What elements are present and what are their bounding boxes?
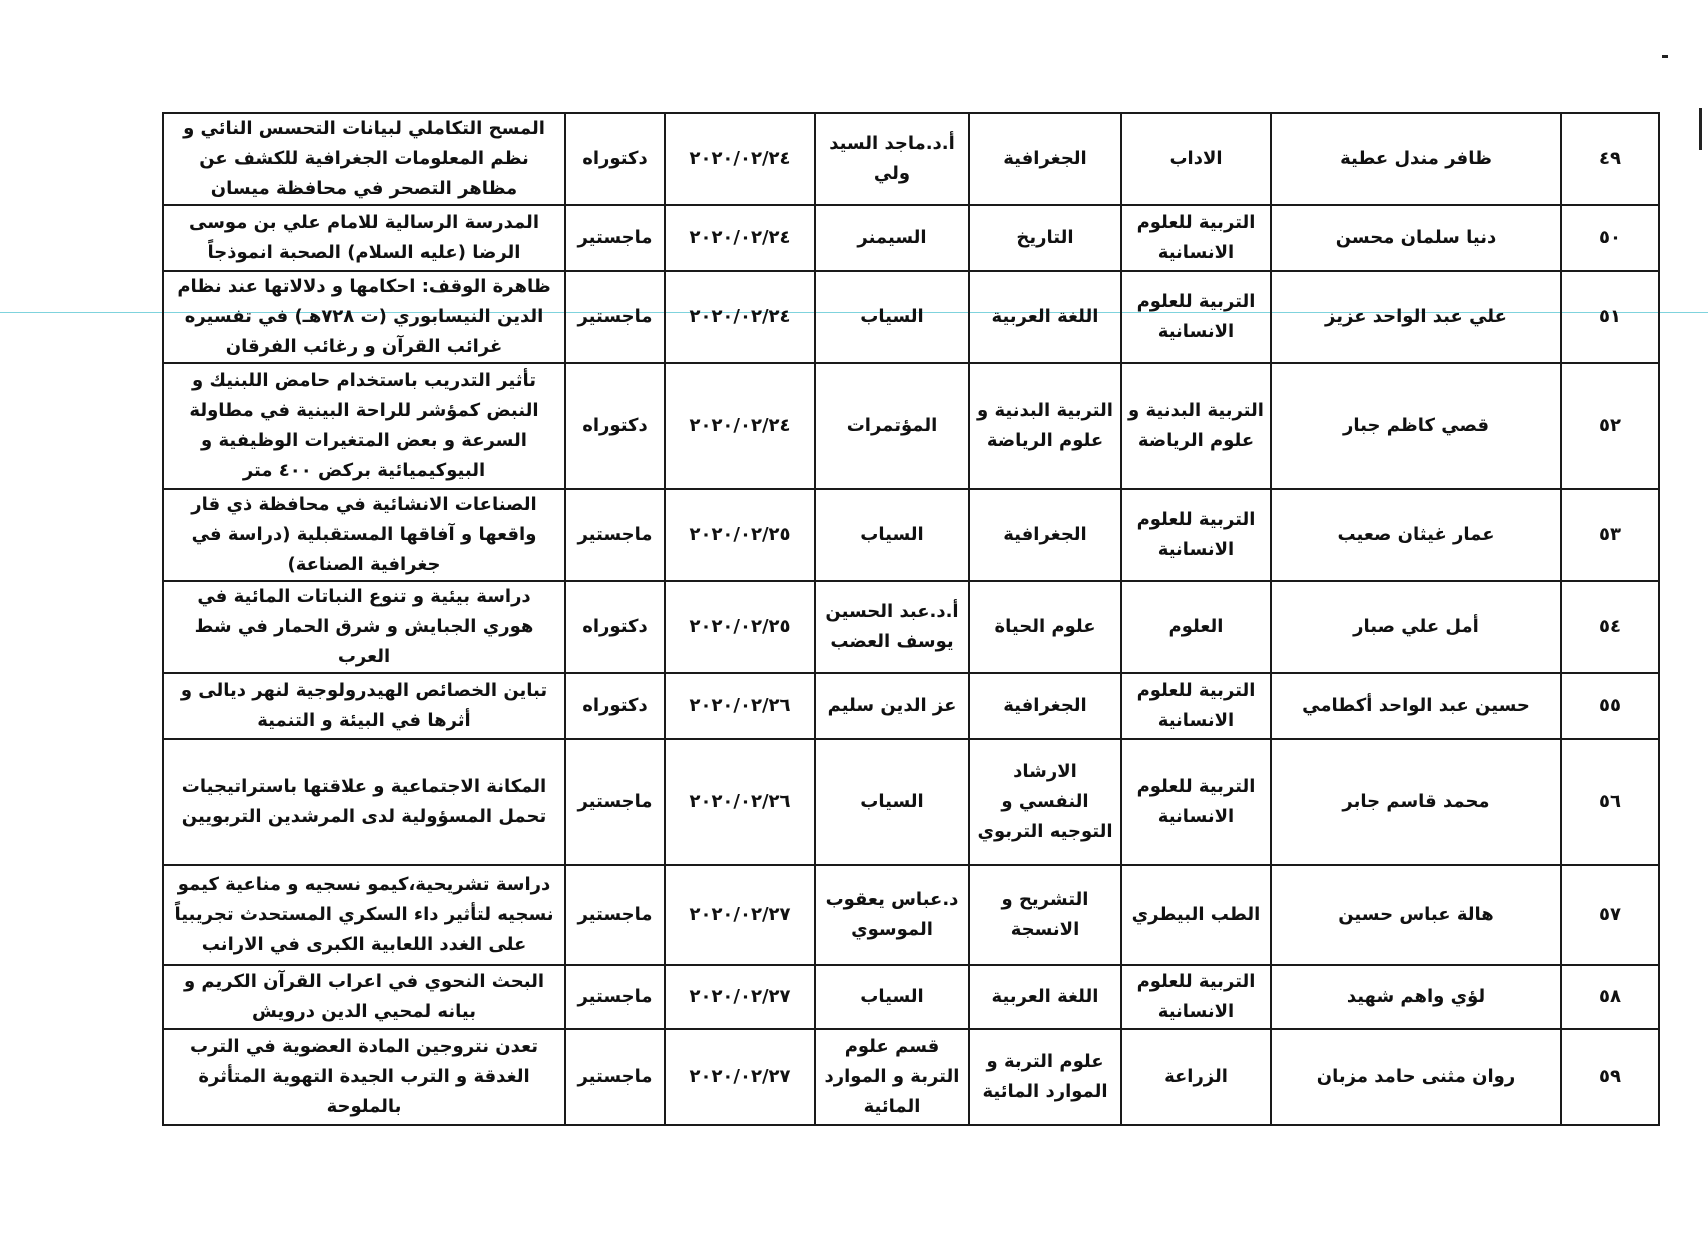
department-cell: الجغرافية <box>969 673 1121 739</box>
college-cell: الطب البيطري <box>1121 865 1271 965</box>
records-table <box>162 112 1660 1126</box>
row-number-cell: ٥٣ <box>1561 489 1659 581</box>
thesis-title-cell: تأثير التدريب باستخدام حامض اللبنيك و النبض كمؤشر للراحة البينية في مطاولة السرعة و بعض المتغيرات الوظيفية و البيوكيميائية بركض ٤٠٠ متر <box>163 363 565 489</box>
scan-speck <box>1662 55 1668 58</box>
student-name-cell: هالة عباس حسين <box>1271 865 1561 965</box>
student-name-cell: حسين عبد الواحد أكطامي <box>1271 673 1561 739</box>
table-row <box>163 271 1659 363</box>
discussion-venue-cell: السياب <box>815 271 969 363</box>
student-name-cell: علي عبد الواحد عزيز <box>1271 271 1561 363</box>
thesis-title-cell: البحث النحوي في اعراب القرآن الكريم و بيانه لمحيي الدين درويش <box>163 965 565 1029</box>
discussion-date-cell: ٢٠٢٠/٠٢/٢٥ <box>665 581 815 673</box>
degree-cell: ماجستير <box>565 965 665 1029</box>
degree-cell: دكتوراه <box>565 673 665 739</box>
degree-cell: ماجستير <box>565 205 665 271</box>
department-cell: التشريح و الانسجة <box>969 865 1121 965</box>
department-cell: اللغة العربية <box>969 965 1121 1029</box>
table-row <box>163 965 1659 1029</box>
discussion-venue-cell: د.عباس يعقوب الموسوي <box>815 865 969 965</box>
discussion-date-cell: ٢٠٢٠/٠٢/٢٧ <box>665 865 815 965</box>
student-name-cell: دنيا سلمان محسن <box>1271 205 1561 271</box>
discussion-date-cell: ٢٠٢٠/٠٢/٢٦ <box>665 673 815 739</box>
table-row <box>163 1029 1659 1125</box>
table-row <box>163 673 1659 739</box>
row-number-cell: ٥٥ <box>1561 673 1659 739</box>
discussion-venue-cell: عز الدين سليم <box>815 673 969 739</box>
discussion-venue-cell: المؤتمرات <box>815 363 969 489</box>
college-cell: التربية البدنية و علوم الرياضة <box>1121 363 1271 489</box>
row-number-cell: ٥٠ <box>1561 205 1659 271</box>
college-cell: الاداب <box>1121 113 1271 205</box>
thesis-title-cell: ظاهرة الوقف: احكامها و دلالاتها عند نظام الدين النيسابوري (ت ٧٢٨هـ) في تفسيره غرائب القرآن و رغائب الفرقان <box>163 271 565 363</box>
college-cell: العلوم <box>1121 581 1271 673</box>
row-number-cell: ٥٨ <box>1561 965 1659 1029</box>
student-name-cell: أمل علي صبار <box>1271 581 1561 673</box>
degree-cell: ماجستير <box>565 1029 665 1125</box>
college-cell: التربية للعلوم الانسانية <box>1121 205 1271 271</box>
discussion-venue-cell: أ.د.عبد الحسين يوسف العضب <box>815 581 969 673</box>
thesis-title-cell: الصناعات الانشائية في محافظة ذي قار واقعها و آفاقها المستقبلية (دراسة في جغرافية الصناعة) <box>163 489 565 581</box>
table-row <box>163 363 1659 489</box>
student-name-cell: محمد قاسم جابر <box>1271 739 1561 865</box>
thesis-title-cell: المكانة الاجتماعية و علاقتها باستراتيجيات تحمل المسؤولية لدى المرشدين التربويين <box>163 739 565 865</box>
row-number-cell: ٥١ <box>1561 271 1659 363</box>
college-cell: الزراعة <box>1121 1029 1271 1125</box>
records-body <box>163 113 1659 1125</box>
student-name-cell: روان مثنى حامد مزبان <box>1271 1029 1561 1125</box>
discussion-venue-cell: السياب <box>815 739 969 865</box>
row-number-cell: ٤٩ <box>1561 113 1659 205</box>
row-number-cell: ٥٤ <box>1561 581 1659 673</box>
college-cell: التربية للعلوم الانسانية <box>1121 965 1271 1029</box>
discussion-venue-cell: أ.د.ماجد السيد ولي <box>815 113 969 205</box>
discussion-venue-cell: السياب <box>815 965 969 1029</box>
discussion-date-cell: ٢٠٢٠/٠٢/٢٤ <box>665 363 815 489</box>
discussion-venue-cell: قسم علوم التربة و الموارد المائية <box>815 1029 969 1125</box>
student-name-cell: ظافر مندل عطية <box>1271 113 1561 205</box>
row-number-cell: ٥٩ <box>1561 1029 1659 1125</box>
discussion-date-cell: ٢٠٢٠/٠٢/٢٤ <box>665 205 815 271</box>
degree-cell: دكتوراه <box>565 363 665 489</box>
department-cell: الجغرافية <box>969 113 1121 205</box>
thesis-title-cell: تباين الخصائص الهيدرولوجية لنهر ديالى و أثرها في البيئة و التنمية <box>163 673 565 739</box>
discussion-venue-cell: السيمنر <box>815 205 969 271</box>
thesis-title-cell: المدرسة الرسالية للامام علي بن موسى الرضا (عليه السلام) الصحبة انموذجاً <box>163 205 565 271</box>
department-cell: علوم الحياة <box>969 581 1121 673</box>
college-cell: التربية للعلوم الانسانية <box>1121 673 1271 739</box>
table-row <box>163 205 1659 271</box>
degree-cell: دكتوراه <box>565 113 665 205</box>
discussion-venue-cell: السياب <box>815 489 969 581</box>
degree-cell: ماجستير <box>565 489 665 581</box>
department-cell: اللغة العربية <box>969 271 1121 363</box>
row-number-cell: ٥٢ <box>1561 363 1659 489</box>
discussion-date-cell: ٢٠٢٠/٠٢/٢٦ <box>665 739 815 865</box>
table-row <box>163 113 1659 205</box>
table-row <box>163 489 1659 581</box>
department-cell: الجغرافية <box>969 489 1121 581</box>
table-row <box>163 865 1659 965</box>
row-number-cell: ٥٧ <box>1561 865 1659 965</box>
discussion-date-cell: ٢٠٢٠/٠٢/٢٧ <box>665 1029 815 1125</box>
table-row <box>163 739 1659 865</box>
table-row <box>163 581 1659 673</box>
student-name-cell: قصي كاظم جبار <box>1271 363 1561 489</box>
thesis-title-cell: دراسة بيئية و تنوع النباتات المائية في هوري الجبايش و شرق الحمار في شط العرب <box>163 581 565 673</box>
discussion-date-cell: ٢٠٢٠/٠٢/٢٧ <box>665 965 815 1029</box>
thesis-title-cell: دراسة تشريحية،كيمو نسجيه و مناعية كيمو نسجيه لتأثير داء السكري المستحدث تجريبياً على الغدد اللعابية الكبرى في الارانب <box>163 865 565 965</box>
degree-cell: ماجستير <box>565 739 665 865</box>
row-number-cell: ٥٦ <box>1561 739 1659 865</box>
discussion-date-cell: ٢٠٢٠/٠٢/٢٤ <box>665 271 815 363</box>
degree-cell: ماجستير <box>565 865 665 965</box>
scan-edge-mark <box>1699 108 1702 150</box>
department-cell: علوم التربة و الموارد المائية <box>969 1029 1121 1125</box>
discussion-date-cell: ٢٠٢٠/٠٢/٢٥ <box>665 489 815 581</box>
degree-cell: دكتوراه <box>565 581 665 673</box>
department-cell: التاريخ <box>969 205 1121 271</box>
college-cell: التربية للعلوم الانسانية <box>1121 271 1271 363</box>
student-name-cell: عمار غيثان صعيب <box>1271 489 1561 581</box>
department-cell: التربية البدنية و علوم الرياضة <box>969 363 1121 489</box>
thesis-title-cell: المسح التكاملي لبيانات التحسس النائي و نظم المعلومات الجغرافية للكشف عن مظاهر التصحر في محافظة ميسان <box>163 113 565 205</box>
department-cell: الارشاد النفسي و التوجيه التربوي <box>969 739 1121 865</box>
college-cell: التربية للعلوم الانسانية <box>1121 739 1271 865</box>
thesis-title-cell: تعدن نتروجين المادة العضوية في الترب الغدقة و الترب الجيدة التهوية المتأثرة بالملوحة <box>163 1029 565 1125</box>
student-name-cell: لؤي واهم شهيد <box>1271 965 1561 1029</box>
discussion-date-cell: ٢٠٢٠/٠٢/٢٤ <box>665 113 815 205</box>
degree-cell: ماجستير <box>565 271 665 363</box>
college-cell: التربية للعلوم الانسانية <box>1121 489 1271 581</box>
